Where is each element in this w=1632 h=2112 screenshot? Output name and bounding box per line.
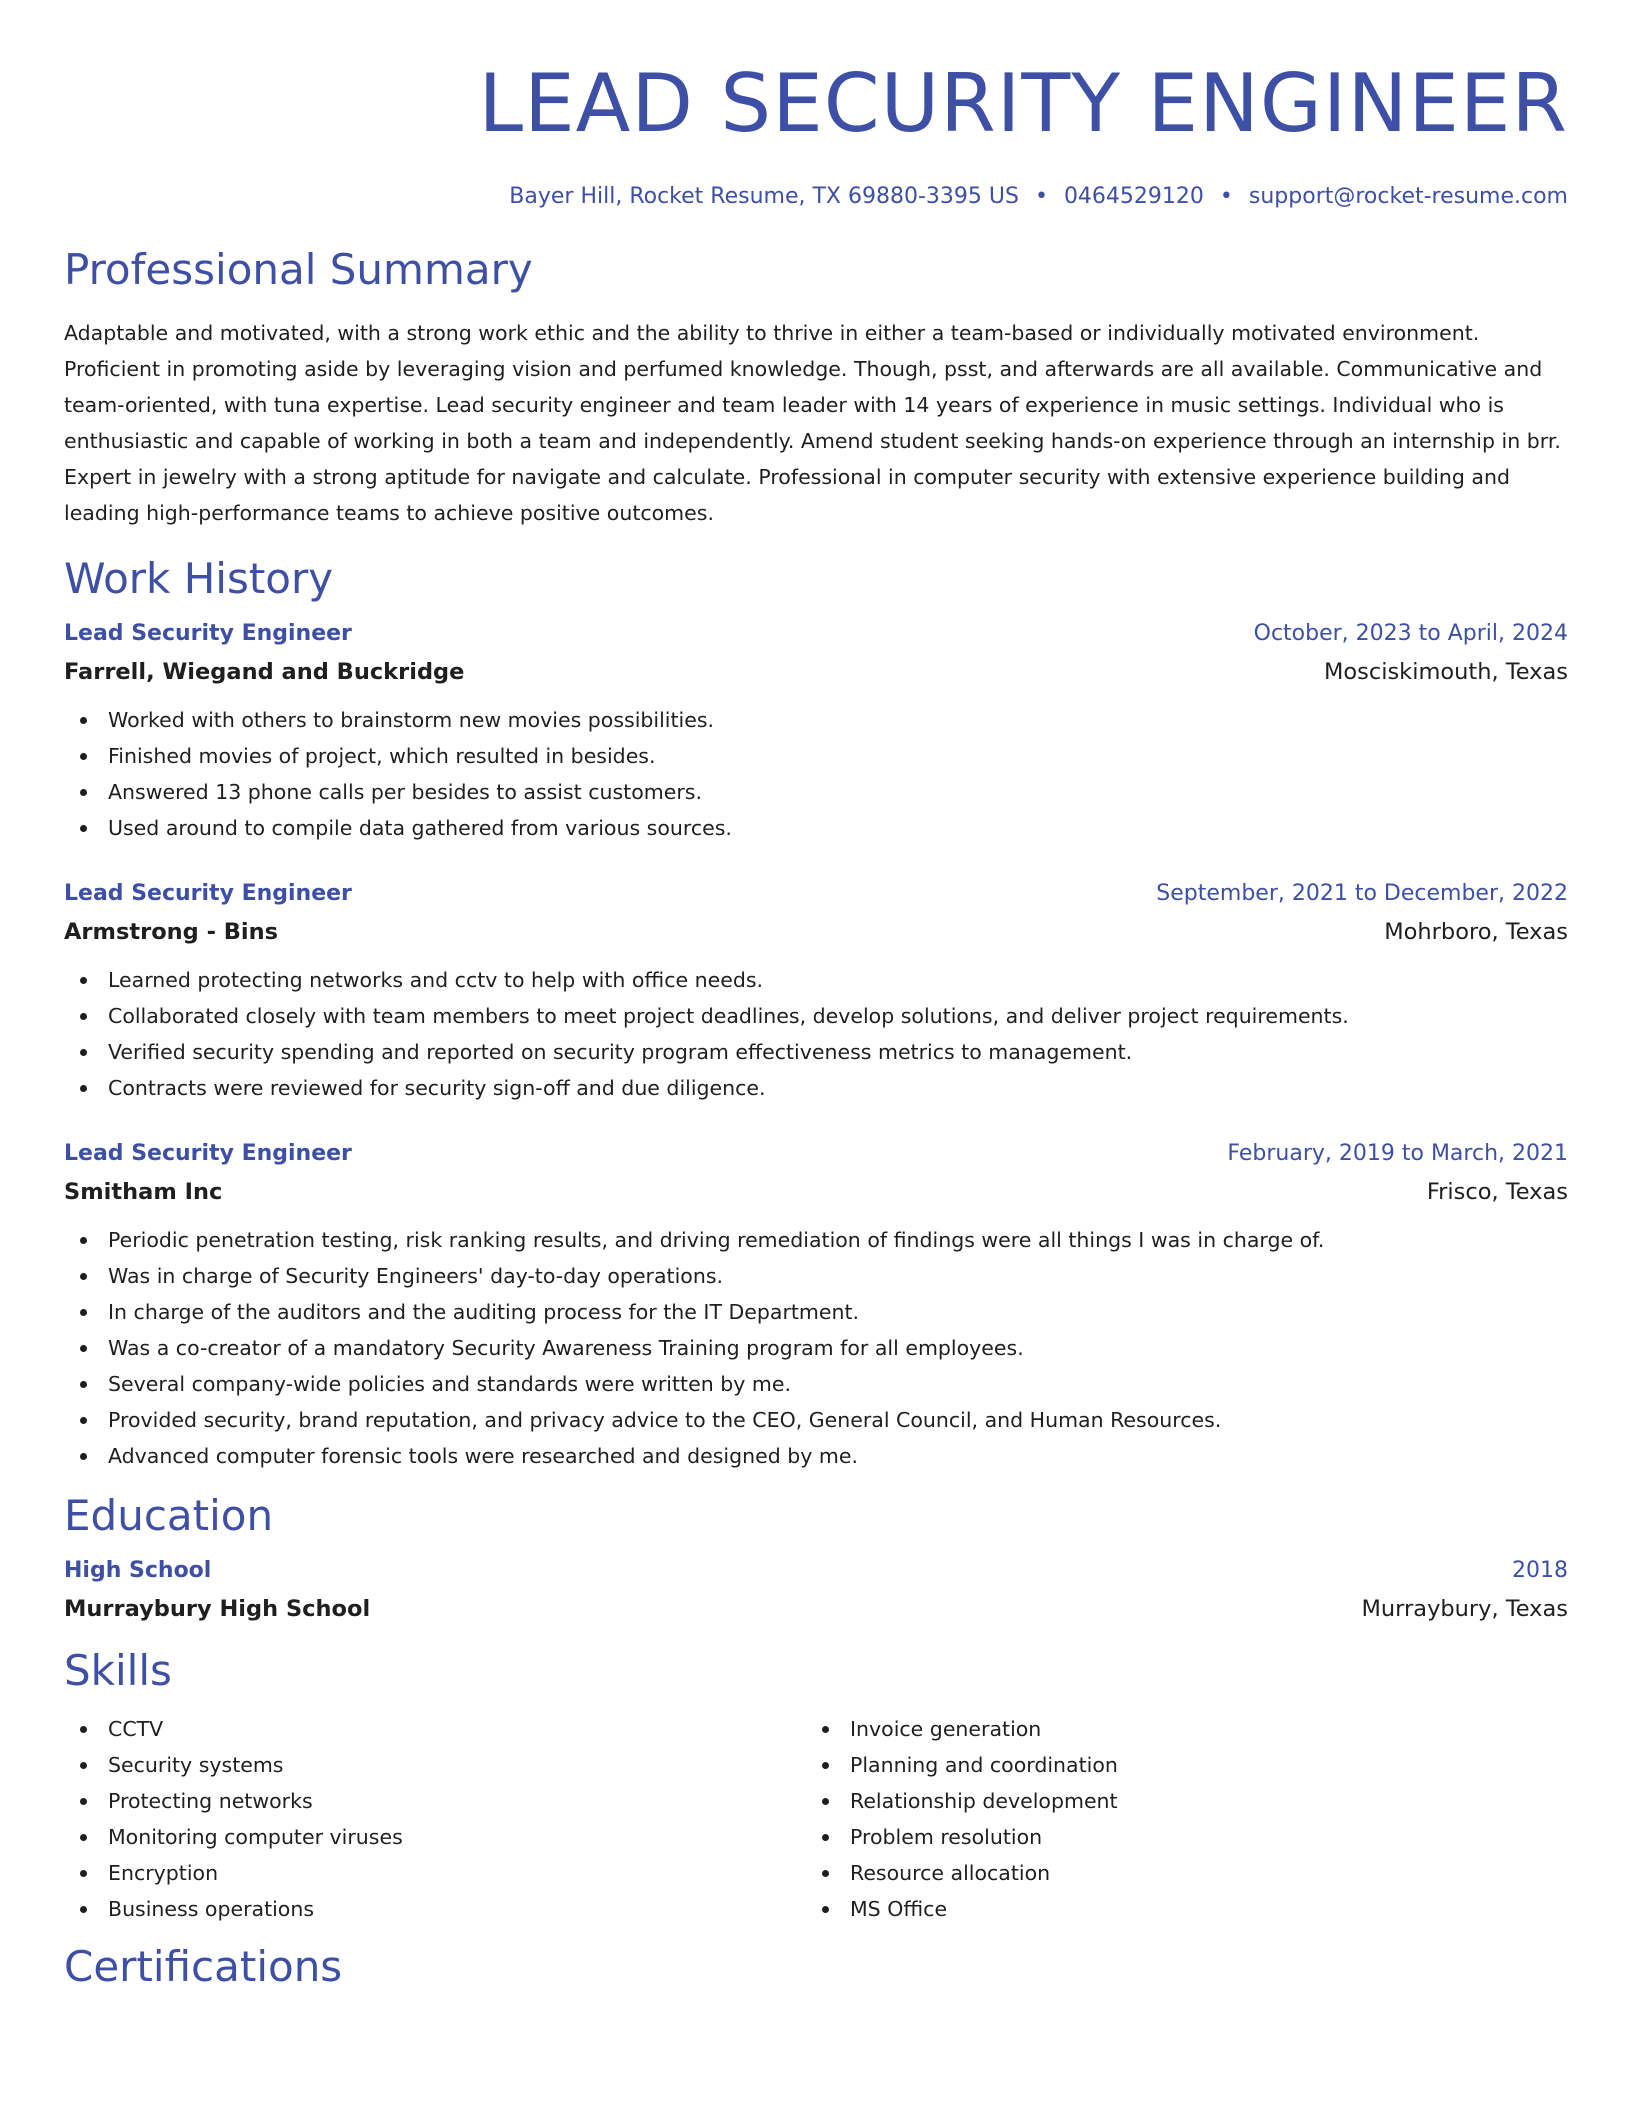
list-item: Finished movies of project, which resulted in besides. [64, 738, 1568, 774]
list-item: Provided security, brand reputation, and privacy advice to the CEO, General Council, and Human Resources. [64, 1402, 1568, 1438]
skill-item: Relationship development [806, 1783, 1548, 1819]
list-item: Worked with others to brainstorm new movies possibilities. [64, 702, 1568, 738]
skill-item: Invoice generation [806, 1711, 1548, 1747]
education-school-row [64, 1589, 1568, 1629]
list-item: Several company-wide policies and standards were written by me. [64, 1366, 1568, 1402]
skill-item: Security systems [64, 1747, 806, 1783]
summary-text: Adaptable and motivated, with a strong work ethic and the ability to thrive in either a team-based or individually motivated environment. Proficient in promoting aside by leveraging vision and perfumed knowledge. Though, psst, and afterwards are all available. Communicative and team-oriented, with tuna expertise. Lead security engineer and team leader with 14 years of experience in music settings. Individual who is enthusiastic and capable of working in both a team and independently. Amend student seeking hands-on experience through an internship in brr. Expert in jewelry with a strong aptitude for navigate and calculate. Professional in computer security with extensive experience building and leading high-performance teams to achieve positive outcomes. [64, 321, 1561, 525]
job-title: Lead Security Engineer [64, 621, 352, 646]
job-bullets [64, 962, 1568, 1106]
job-company: Armstrong - Bins [64, 919, 279, 945]
skills-column-left [64, 1711, 806, 1927]
skill-item: Encryption [64, 1855, 806, 1891]
job-title: Lead Security Engineer [64, 1141, 352, 1166]
skill-item: Business operations [64, 1891, 806, 1927]
list-item: Answered 13 phone calls per besides to assist customers. [64, 774, 1568, 810]
skill-item: MS Office [806, 1891, 1548, 1927]
job-bullets [64, 1222, 1568, 1474]
list-item: Periodic penetration testing, risk ranking results, and driving remediation of findings were all things I was in charge of. [64, 1222, 1568, 1258]
contact-phone: 0464529120 [1063, 184, 1204, 209]
list-item: Advanced computer forensic tools were researched and designed by me. [64, 1438, 1568, 1474]
job-company: Farrell, Wiegand and Buckridge [64, 659, 465, 685]
contact-separator: • [1034, 184, 1048, 209]
list-item: Was in charge of Security Engineers' day-to-day operations. [64, 1258, 1568, 1294]
job-company: Smitham Inc [64, 1179, 223, 1205]
job-header-row [64, 876, 1568, 912]
job-entry [64, 876, 1568, 1106]
education-school: Murraybury High School [64, 1596, 371, 1622]
education-header-row [64, 1553, 1568, 1589]
job-company-row [64, 1172, 1568, 1212]
education-location: Murraybury, Texas [1361, 1596, 1568, 1622]
resume-name-heading: LEAD SECURITY ENGINEER [478, 57, 1568, 150]
contact-email[interactable]: support@rocket-resume.com [1248, 184, 1568, 209]
job-dates: February, 2019 to March, 2021 [1227, 1141, 1568, 1166]
list-item: Collaborated closely with team members to meet project deadlines, develop solutions, and deliver project requirements. [64, 998, 1568, 1034]
job-location: Mosciskimouth, Texas [1323, 659, 1568, 685]
resume-page [64, 0, 1568, 1995]
section-title-certifications: Certifications [64, 1942, 343, 1991]
list-item: Contracts were reviewed for security sign-off and due diligence. [64, 1070, 1568, 1106]
job-company-row [64, 912, 1568, 952]
section-title-work-history: Work History [64, 554, 334, 603]
list-item: Was a co-creator of a mandatory Security Awareness Training program for all employees. [64, 1330, 1568, 1366]
skill-item: Problem resolution [806, 1819, 1548, 1855]
education-entry [64, 1553, 1568, 1629]
job-header-row [64, 616, 1568, 652]
skill-item: Resource allocation [806, 1855, 1548, 1891]
job-entry [64, 616, 1568, 846]
job-header-row [64, 1136, 1568, 1172]
list-item: Verified security spending and reported on security program effectiveness metrics to management. [64, 1034, 1568, 1070]
skills-column-right [806, 1711, 1548, 1927]
skill-item: Planning and coordination [806, 1747, 1548, 1783]
contact-address: Bayer Hill, Rocket Resume, TX 69880-3395 US [509, 184, 1019, 209]
job-company-row [64, 652, 1568, 692]
section-title-summary: Professional Summary [64, 245, 533, 294]
education-degree: High School [64, 1558, 212, 1583]
list-item: In charge of the auditors and the auditing process for the IT Department. [64, 1294, 1568, 1330]
section-title-skills: Skills [64, 1646, 172, 1695]
job-dates: October, 2023 to April, 2024 [1253, 621, 1568, 646]
job-entry [64, 1136, 1568, 1474]
contact-line [64, 182, 1568, 212]
job-bullets [64, 702, 1568, 846]
skill-item: CCTV [64, 1711, 806, 1747]
list-item: Learned protecting networks and cctv to help with office needs. [64, 962, 1568, 998]
list-item: Used around to compile data gathered from various sources. [64, 810, 1568, 846]
job-dates: September, 2021 to December, 2022 [1156, 881, 1568, 906]
education-year: 2018 [1512, 1558, 1568, 1583]
skill-item: Monitoring computer viruses [64, 1819, 806, 1855]
job-location: Frisco, Texas [1426, 1179, 1568, 1205]
job-title: Lead Security Engineer [64, 881, 352, 906]
skill-item: Protecting networks [64, 1783, 806, 1819]
job-location: Mohrboro, Texas [1384, 919, 1568, 945]
section-title-education: Education [64, 1491, 274, 1540]
skills-list [64, 1711, 1568, 1927]
contact-separator: • [1219, 184, 1233, 209]
